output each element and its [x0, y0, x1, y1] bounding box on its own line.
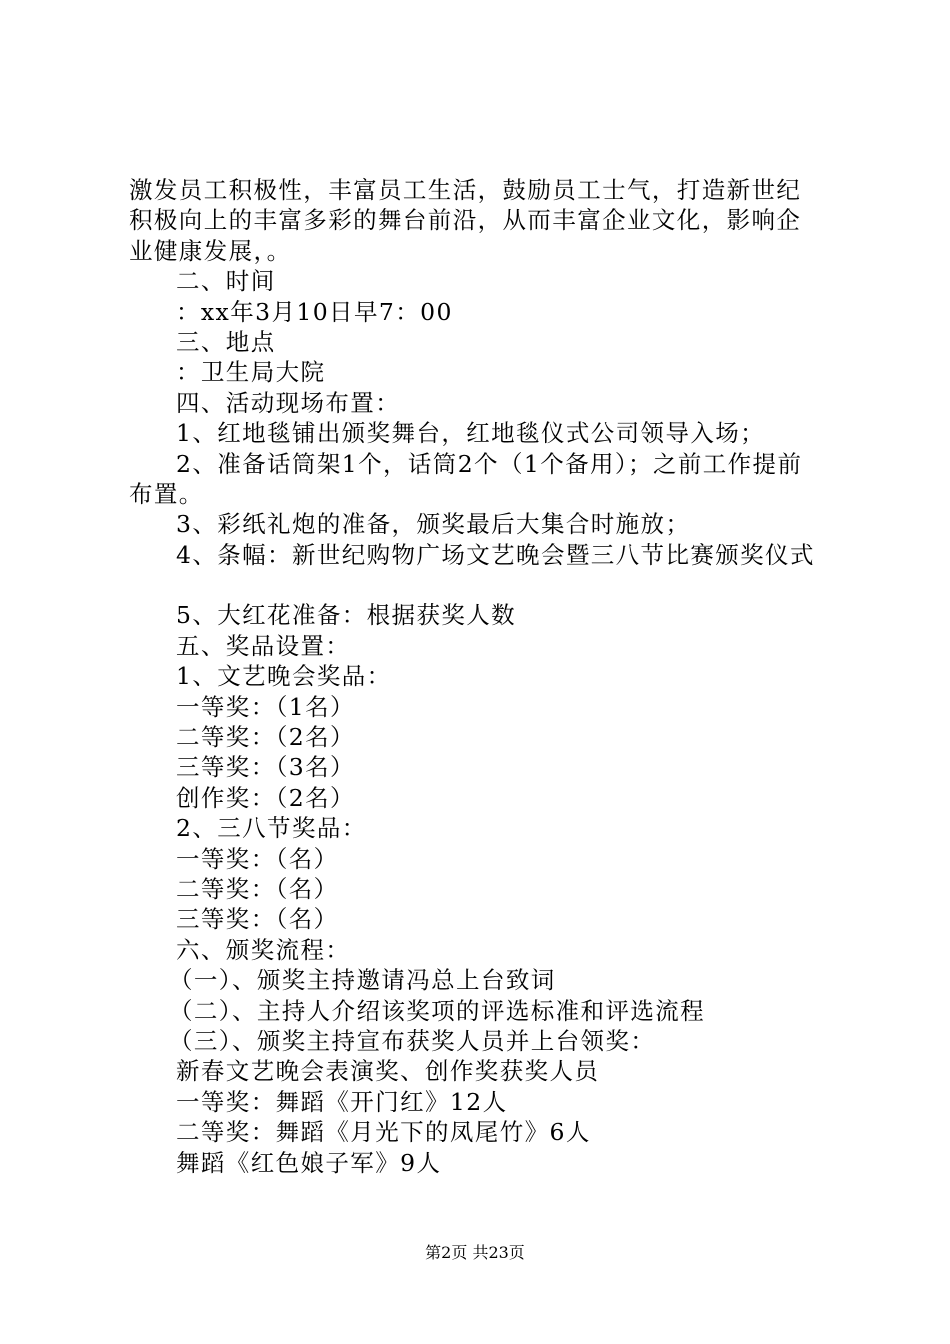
- section-heading-setup: 四、活动现场布置：: [176, 388, 401, 417]
- prize-item: 二等奖：（名）: [176, 874, 339, 903]
- section-heading-time: 二、时间: [176, 267, 276, 296]
- location-value: ：卫生局大院: [176, 358, 326, 387]
- setup-item: 1、红地毯铺出颁奖舞台，红地毯仪式公司领导入场；: [176, 419, 766, 448]
- prize-item: 三等奖：（3名）: [176, 753, 355, 782]
- document-body: [129, 175, 834, 1178]
- process-step: （三）、颁奖主持宣布获奖人员并上台领奖：: [169, 1026, 656, 1055]
- setup-item: 2、准备话筒架1个，话筒2个（1个备用）；之前工作提前: [176, 449, 803, 478]
- paragraph-line: 业健康发展，。: [129, 236, 292, 265]
- prize-group-title: 1、文艺晚会奖品：: [176, 662, 392, 691]
- winners-heading: 新春文艺晚会表演奖、创作奖获奖人员: [176, 1057, 600, 1086]
- prize-item: 二等奖：（2名）: [176, 723, 355, 752]
- section-heading-process: 六、颁奖流程：: [176, 935, 351, 964]
- section-heading-prizes: 五、奖品设置：: [176, 631, 351, 660]
- winner-item: 舞蹈《红色娘子军》9人: [176, 1148, 442, 1177]
- prize-group-title: 2、三八节奖品：: [176, 814, 367, 843]
- setup-item: 5、大红花准备：根据获奖人数: [176, 601, 517, 630]
- prize-item: 一等奖：（名）: [176, 844, 339, 873]
- process-step: （二）、主持人介绍该奖项的评选标准和评选流程: [169, 996, 706, 1025]
- setup-item: 4、条幅：新世纪购物广场文艺晚会暨三八节比赛颁奖仪式: [176, 540, 815, 569]
- paragraph-line: 积极向上的丰富多彩的舞台前沿，从而丰富企业文化，影响企: [129, 206, 802, 235]
- prize-item: 三等奖：（名）: [176, 905, 339, 934]
- page-number-footer: 第2页 共23页: [425, 1243, 525, 1262]
- winner-item: 二等奖：舞蹈《月光下的凤尾竹》6人: [176, 1118, 591, 1147]
- time-value: ：xx年3月10日早7：00: [176, 297, 453, 326]
- section-heading-location: 三、地点: [176, 327, 276, 356]
- blank-line: [129, 570, 834, 600]
- setup-item: 3、彩纸礼炮的准备，颁奖最后大集合时施放；: [176, 510, 691, 539]
- prize-item: 一等奖：（1名）: [176, 692, 355, 721]
- prize-item: 创作奖：（2名）: [176, 783, 355, 812]
- process-step: （一）、颁奖主持邀请冯总上台致词: [169, 966, 556, 995]
- setup-item-continuation: 布置。: [129, 479, 204, 508]
- winner-item: 一等奖：舞蹈《开门红》12人: [176, 1087, 508, 1116]
- paragraph-line: 激发员工积极性，丰富员工生活，鼓励员工士气，打造新世纪: [129, 176, 802, 204]
